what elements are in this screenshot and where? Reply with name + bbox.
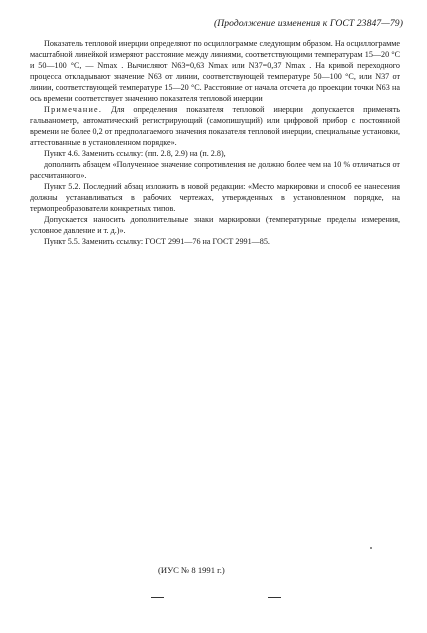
continuation-header: (Продолжение изменения к ГОСТ 23847—79)	[213, 18, 403, 29]
note-label: Примечание.	[44, 105, 103, 114]
paragraph-inertia-method: Показатель тепловой инерции определяют по осциллограмме следующим образом. На осциллограмме масштабной линейкой измеряют расстояние между линиями, соответствующими температурам 15—20 °С и 50—100 °С, — Nmax . Вычисляют N63=0,63 Nmax или N37=0,37 Nmax . На кривой переходного процесса откладывают значение N63 от линии, соответствующей температуре 50—100 °С, или N37 от линии, соответствующей температуре 15—20 °С. Расстояние от начала отсчета до проекции точки N63 на ось времени соответствует значению показателя тепловой инерции	[30, 39, 400, 103]
paragraph-item-4-6-addition: дополнить абзацем «Полученное значение сопротивления не должно более чем на 10 % отличаться от рассчитанного».	[30, 160, 400, 180]
paragraph-item-5-2: Пункт 5.2. Последний абзац изложить в новой редакции: «Место маркировки и способ ее нанесения должны устанавливаться в рабочих чертежах, утвержденных в установленном порядке, на термопреобразователи конкретных типов.	[30, 182, 400, 213]
note-text: Для определения показателя тепловой инерции допускается применять гальванометр, автоматический регистрирующий (самопишущий) или цифровой прибор с постоянной времени не более 0,2 от предполагаемого значения показателя тепловой инерции, специальные установки, аттестованные в установленном порядке».	[30, 105, 400, 147]
document-body	[30, 38, 400, 247]
paragraph-item-5-5: Пункт 5.5. Заменить ссылку: ГОСТ 2991—76 на ГОСТ 2991—85.	[44, 237, 270, 246]
footer-dash-left	[151, 597, 164, 598]
paragraph-note	[30, 104, 400, 148]
footer-dash-right	[268, 597, 281, 598]
paragraph-item-4-6: Пункт 4.6. Заменить ссылку: (пп. 2.8, 2.9) на (п. 2.8),	[44, 149, 226, 158]
izs-reference: (ИУС № 8 1991 г.)	[158, 565, 225, 575]
paragraph-item-5-2-addition: Допускается наносить дополнительные знаки маркировки (температурные пределы измерения, условное давление и т. д.)».	[30, 215, 400, 235]
speck-mark	[370, 547, 372, 549]
